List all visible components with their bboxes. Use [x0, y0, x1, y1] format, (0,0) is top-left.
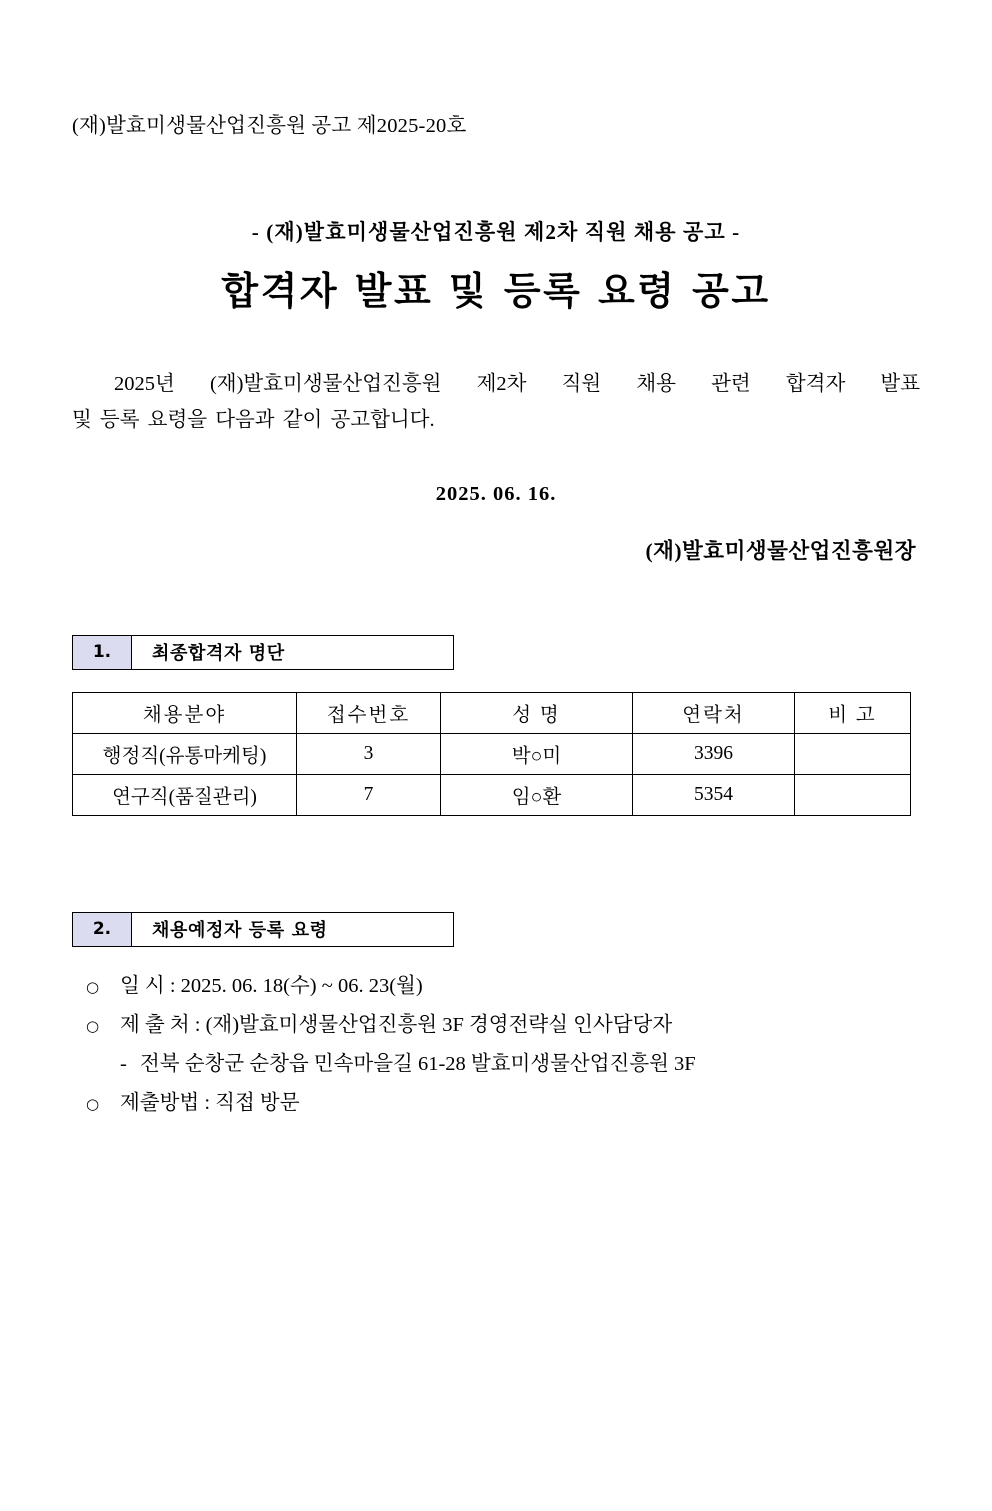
document-number: (재)발효미생물산업진흥원 공고 제2025-20호: [72, 115, 467, 137]
section-2-label: 채용예정자 등록 요령: [152, 920, 328, 942]
circle-bullet-icon: ○: [86, 1094, 100, 1113]
table-row: [73, 733, 911, 774]
list-item-text: 제 출 처 : (재)발효미생물산업진흥원 3F 경영전략실 인사담당자: [120, 1013, 673, 1036]
cell-field: 연구직(품질관리): [73, 774, 297, 815]
intro-line-1: 2025년 (재)발효미생물산업진흥원 제2차 직원 채용 관련 합격자 발표: [114, 373, 920, 395]
circle-bullet-icon: ○: [86, 1016, 100, 1035]
circle-bullet-icon: ○: [86, 977, 100, 996]
intro-line-2: 및 등록 요령을 다음과 같이 공고합니다.: [72, 408, 435, 431]
announcement-date: 2025. 06. 16.: [435, 482, 557, 505]
dash-bullet-icon: -: [120, 1052, 127, 1075]
page-title: 합격자 발표 및 등록 요령 공고: [221, 269, 771, 313]
list-sub-item: [86, 1045, 920, 1084]
cell-application-number: 7: [297, 774, 441, 815]
title-subtitle: - (재)발효미생물산업진흥원 제2차 직원 채용 공고 -: [251, 220, 741, 244]
column-header-name: 성 명: [441, 692, 633, 733]
title-block: [72, 216, 920, 315]
issuer-name: (재)발효미생물산업진흥원장: [645, 538, 916, 563]
cell-remarks: [795, 774, 911, 815]
cell-field: 행정직(유통마케팅): [73, 733, 297, 774]
list-item: [86, 1084, 920, 1123]
document-page: [0, 108, 992, 1511]
list-item-text: 제출방법 : 직접 방문: [120, 1091, 300, 1114]
section-heading-1: [72, 635, 454, 670]
cell-application-number: 3: [297, 733, 441, 774]
cell-name: 박○미: [441, 733, 633, 774]
intro-paragraph: [72, 367, 920, 439]
list-sub-item-text: 전북 순창군 순창읍 민속마을길 61-28 발효미생물산업진흥원 3F: [140, 1052, 696, 1075]
cell-remarks: [795, 733, 911, 774]
cell-contact: 5354: [633, 774, 795, 815]
section-2-number: 2.: [73, 913, 132, 946]
cell-name: 임○환: [441, 774, 633, 815]
column-header-application-number: 접수번호: [297, 692, 441, 733]
registration-instructions-list: [72, 967, 920, 1123]
cell-contact: 3396: [633, 733, 795, 774]
section-heading-2: [72, 912, 454, 947]
list-item: [86, 967, 920, 1006]
column-header-field: 채용분야: [73, 692, 297, 733]
table-header-row: [73, 692, 911, 733]
section-1-number: 1.: [73, 636, 132, 669]
column-header-remarks: 비 고: [795, 692, 911, 733]
final-pass-list-table: [72, 692, 911, 816]
list-item: [86, 1006, 920, 1045]
table-row: [73, 774, 911, 815]
list-item-text: 일 시 : 2025. 06. 18(수) ~ 06. 23(월): [120, 974, 423, 997]
column-header-contact: 연락처: [633, 692, 795, 733]
section-1-label: 최종합격자 명단: [152, 643, 285, 665]
